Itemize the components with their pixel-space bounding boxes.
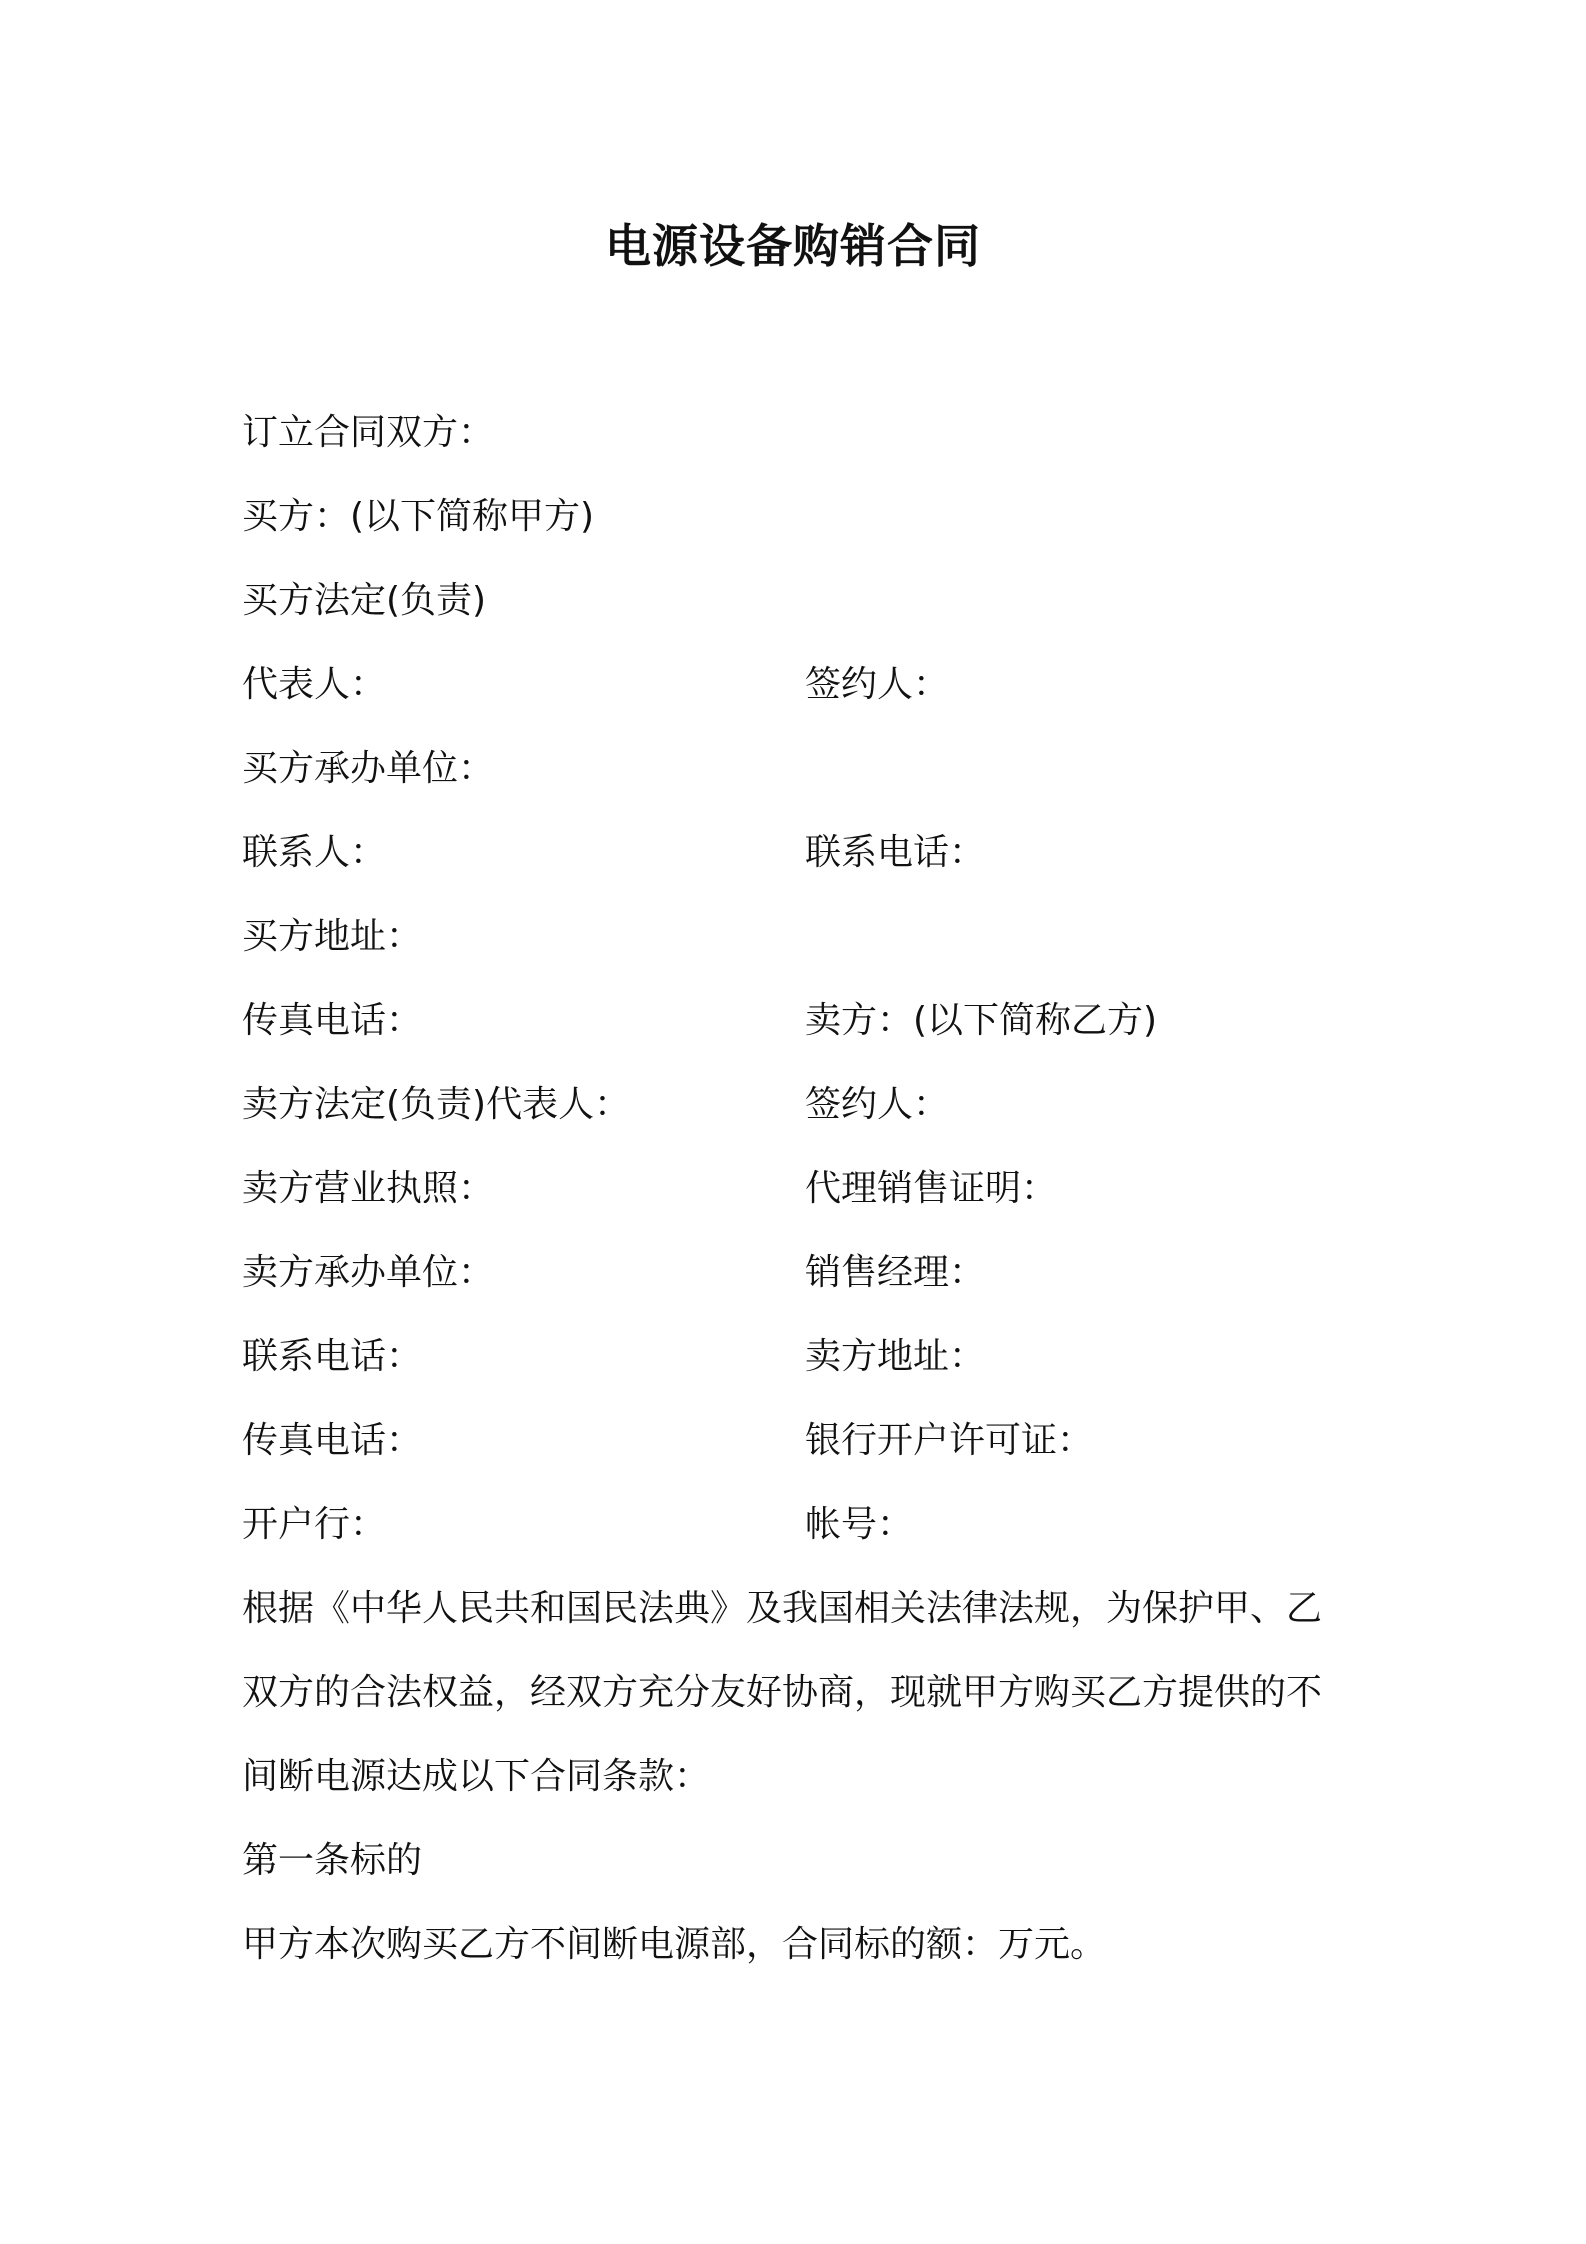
contract-line [242, 1163, 1362, 1247]
line-left-text: 卖方法定(负责)代表人： [242, 1084, 631, 1125]
contract-line [242, 407, 1362, 491]
line-right-text: 卖方地址： [805, 1336, 986, 1377]
line-left-text: 联系人： [242, 832, 387, 873]
line-left-text: 买方承办单位： [242, 748, 495, 789]
line-left-text: 买方：(以下简称甲方) [242, 496, 595, 537]
line-right-text: 银行开户许可证： [805, 1420, 1094, 1461]
contract-line [242, 1919, 1362, 2003]
contract-line [242, 1247, 1362, 1331]
contract-line [242, 1751, 1362, 1835]
contract-line [242, 1499, 1362, 1583]
line-left-text: 卖方承办单位： [242, 1252, 495, 1293]
contract-line [242, 743, 1362, 827]
line-left-text: 根据《中华人民共和国民法典》及我国相关法律法规，为保护甲、乙 [242, 1588, 1323, 1629]
line-left-text: 甲方本次购买乙方不间断电源部，合同标的额：万元。 [242, 1924, 1107, 1965]
contract-body [242, 407, 1362, 2003]
document-title: 电源设备购销合同 [605, 219, 981, 273]
line-left-text: 订立合同双方： [242, 412, 495, 453]
contract-line [242, 1079, 1362, 1163]
line-left-text: 买方地址： [242, 916, 423, 957]
contract-line [242, 1331, 1362, 1415]
line-left-text: 买方法定(负责) [242, 580, 487, 621]
contract-line [242, 1415, 1362, 1499]
contract-line [242, 1583, 1362, 1667]
line-left-text: 第一条标的 [242, 1840, 423, 1881]
contract-line [242, 575, 1362, 659]
line-right-text: 卖方：(以下简称乙方) [805, 1000, 1158, 1041]
contract-line [242, 995, 1362, 1079]
line-right-text: 签约人： [805, 1084, 950, 1125]
contract-line [242, 1835, 1362, 1919]
line-left-text: 代表人： [242, 664, 387, 705]
line-right-text: 代理销售证明： [805, 1168, 1058, 1209]
line-left-text: 卖方营业执照： [242, 1168, 495, 1209]
line-left-text: 间断电源达成以下合同条款： [242, 1756, 711, 1797]
line-left-text: 双方的合法权益，经双方充分友好协商，现就甲方购买乙方提供的不 [242, 1672, 1323, 1713]
contract-line [242, 911, 1362, 995]
line-left-text: 传真电话： [242, 1420, 423, 1461]
line-right-text: 签约人： [805, 664, 950, 705]
contract-line [242, 827, 1362, 911]
line-right-text: 帐号： [805, 1504, 914, 1545]
contract-line [242, 491, 1362, 575]
line-left-text: 开户行： [242, 1504, 387, 1545]
contract-line [242, 1667, 1362, 1751]
line-left-text: 传真电话： [242, 1000, 423, 1041]
contract-line [242, 659, 1362, 743]
line-right-text: 销售经理： [805, 1252, 986, 1293]
line-right-text: 联系电话： [805, 832, 986, 873]
line-left-text: 联系电话： [242, 1336, 423, 1377]
